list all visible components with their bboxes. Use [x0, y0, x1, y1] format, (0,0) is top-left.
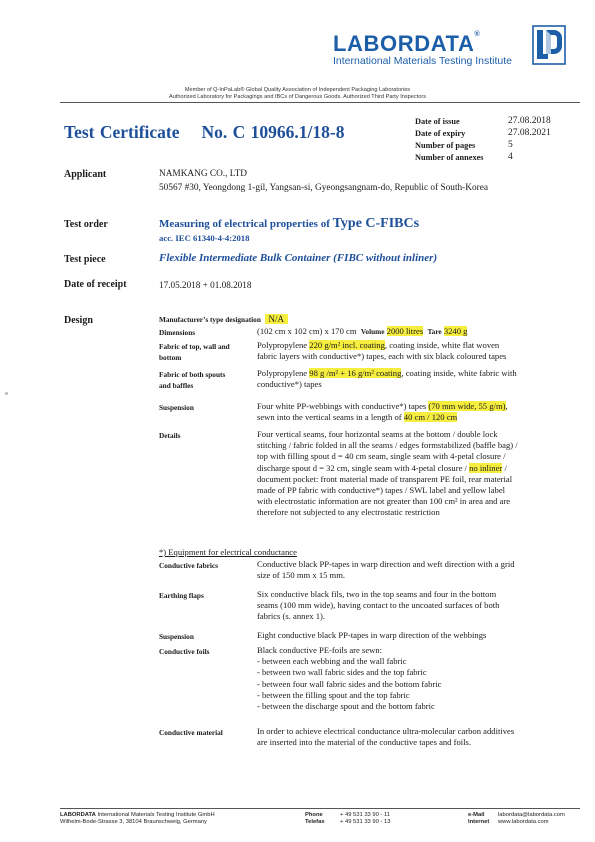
list-item: - between each webbing and the wall fabric — [257, 656, 407, 667]
footer-divider — [60, 808, 580, 809]
list-item: - between four wall fabric sides and the bottom fabric — [257, 678, 442, 689]
test-piece-text: Flexible Intermediate Bulk Container (FIBC without inliner) — [159, 252, 438, 264]
fabric-text: Polypropylene 220 g/m² incl. coating, coating inside, white flat woven fabric layers with conductive*) tapes, each with six black coloured tapes — [257, 340, 507, 362]
test-order-standard: acc. IEC 61340-4-4:2018 — [159, 233, 250, 243]
conductive-fabrics-text: Conductive black PP-tapes in warp direction and weft direction with a grid size of 150 mm x 15 mm. — [257, 559, 515, 581]
receipt-label: Date of receipt — [64, 279, 127, 290]
header-divider — [60, 102, 580, 103]
applicant-label: Applicant — [64, 169, 107, 180]
website-link[interactable]: www.labordata.com — [498, 819, 549, 826]
conductive-foils-label: Conductive foils — [159, 647, 210, 656]
receipt-text: 17.05.2018 + 01.08.2018 — [159, 280, 252, 290]
labordata-logo-icon — [532, 25, 566, 65]
meta-value-expiry: 27.08.2021 — [508, 128, 551, 138]
suspension-text: Four white PP-webbings with conductive*) tapes (70 mm wide, 55 g/m), sewn into the vertical seams in a length of 40 cm / 120 cm — [257, 401, 508, 423]
earthing-flaps-label: Earthing flaps — [159, 591, 204, 600]
details-text: Four vertical seams, four horizontal seams at the bottom / double lock stitching / fabric folded in all the seams / edges formstabilized (baffle bag) / top with filling spout d = 40 cm seam, single seam with 4-petal closure / discharge spout d = 32 cm, single seam with 4-petal closure / no inliner / document pocket: front material made of transparent PE foil, rear material made of PP fabric with conductive*) tapes / SWL label and yellow label with electrostatic information are not greater than 100 cm² in area and are therefore not subjected to any electrostatic restriction — [257, 429, 518, 518]
meta-label-expiry: Date of expiry — [415, 129, 466, 138]
list-item: Black conductive PE-foils are sewn: — [257, 645, 383, 655]
volume-value: 2000 litres — [386, 326, 424, 336]
footer-phone-labels: Phone Telefax — [305, 812, 325, 826]
list-item: - between the filling spout and the top fabric — [257, 689, 410, 700]
spouts-label: Fabric of both spouts and baffles — [159, 370, 226, 390]
meta-value-annexes: 4 — [508, 152, 513, 162]
equip-suspension-text: Eight conductive black PP-tapes in warp direction of the webbings — [257, 630, 487, 640]
conductive-fabrics-label: Conductive fabrics — [159, 561, 218, 570]
design-label: Design — [64, 315, 93, 326]
membership-note: Member of Q-InPaLab® Global Quality Association of Independent Packaging Laboratories Authorized Laboratory for Packagings and IBCs of Dangerous Goods. Authorized Third Party Inspectors — [168, 87, 427, 101]
scan-mark — [5, 392, 8, 395]
certificate-title: Test Certificate No. C 10966.1/18-8 — [64, 122, 345, 142]
list-item: - between the discharge spout and the bottom fabric — [257, 701, 435, 712]
dimensions-label: Dimensions — [159, 328, 196, 337]
footer-address: LABORDATA International Materials Testing Institute GmbH Wilhelm-Bode-Strasse 3, 38104 Braunschweig, Germany — [60, 812, 215, 826]
meta-value-pages: 5 — [508, 140, 513, 150]
earthing-flaps-text: Six conductive black fils, two in the top seams and four in the bottom seams (100 mm wide), having contact to the uncoated surfaces of both fabrics (s. annex 1). — [257, 589, 500, 622]
meta-label-issue: Date of issue — [415, 117, 460, 126]
dimensions-row: (102 cm x 102 cm) x 170 cm Volume 2000 litres Tare 3240 g — [257, 326, 468, 336]
details-label: Details — [159, 431, 181, 440]
footer-contact-values — [498, 812, 565, 826]
meta-label-annexes: Number of annexes — [415, 153, 484, 162]
conductive-foils-list — [257, 645, 547, 712]
applicant-name: NAMKANG CO., LTD — [159, 169, 247, 179]
test-order-label: Test order — [64, 219, 108, 230]
tare-value: 3240 g — [443, 326, 468, 336]
fabric-label: Fabric of top, wall and bottom — [159, 342, 230, 362]
spouts-text: Polypropylene 98 g /m² + 16 g/m² coating, coating inside, white fabric with conductive*) tapes — [257, 368, 517, 390]
equip-suspension-label: Suspension — [159, 632, 194, 641]
meta-label-pages: Number of pages — [415, 141, 476, 150]
test-order-text: Measuring of electrical properties of Type C-FIBCs — [159, 216, 420, 231]
meta-value-issue: 27.08.2018 — [508, 116, 551, 126]
footer-contact-labels: e-Mail Internet — [468, 812, 490, 826]
conductive-material-text: In order to achieve electrical conductance ultra-molecular carbon additives are inserted into the material of the conductive tapes and foils. — [257, 726, 515, 748]
list-item: - between two wall fabric sides and the top fabric — [257, 667, 427, 678]
applicant-address: 50567 #30, Yeongdong 1-gil, Yangsan-si, Gyeongsangnam-do, Republic of South-Korea — [159, 183, 488, 193]
equipment-heading: *) Equipment for electrical conductance — [159, 547, 297, 557]
company-logo-text: LABORDATA® — [333, 31, 481, 56]
email-link[interactable]: labordata@labordata.com — [498, 812, 565, 818]
suspension-label: Suspension — [159, 403, 194, 412]
footer-phone-values: + 49 531 33 90 - 11 + 49 531 33 90 - 13 — [340, 812, 391, 826]
conductive-material-label: Conductive material — [159, 728, 223, 737]
type-designation: Manufacturer’s type designation N/A — [159, 314, 288, 324]
test-piece-label: Test piece — [64, 254, 106, 265]
type-designation-value: N/A — [265, 314, 289, 324]
company-subtitle: International Materials Testing Institute — [333, 55, 512, 67]
